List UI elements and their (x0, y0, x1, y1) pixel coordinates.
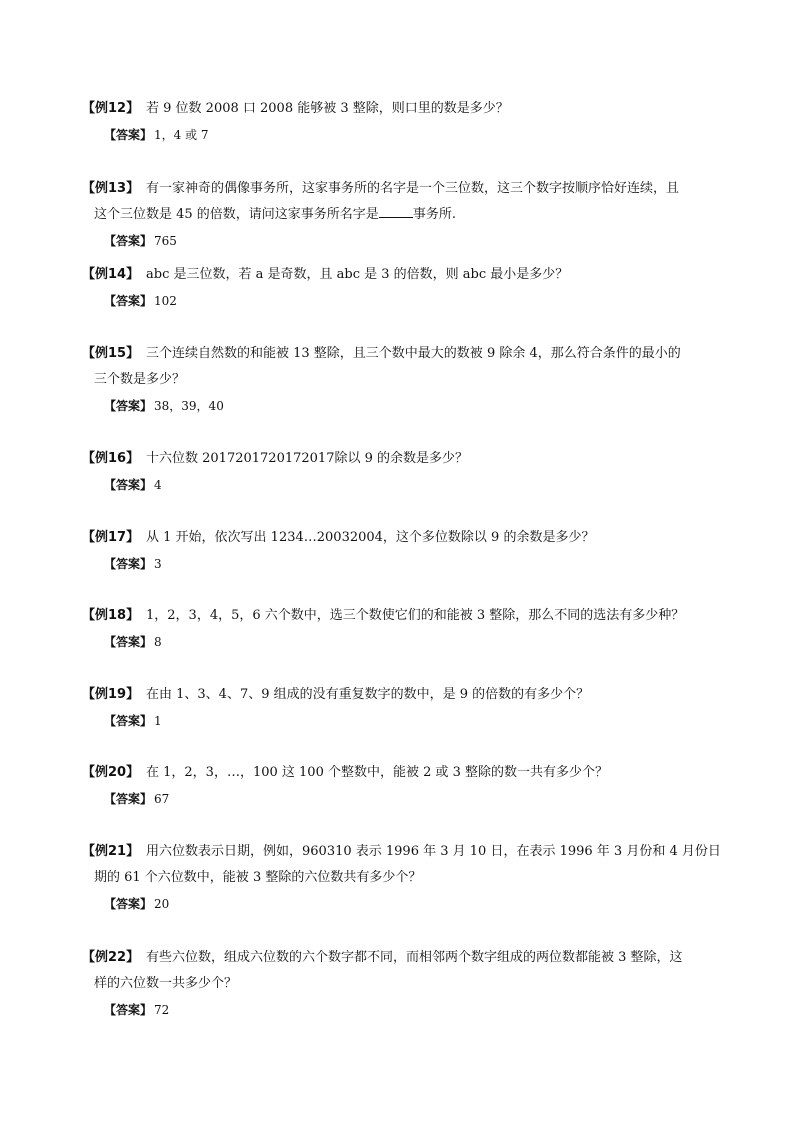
question-text-end: 事务所. (412, 207, 456, 222)
answer-value: 67 (154, 792, 170, 806)
answer-label: 【答案】 (104, 897, 153, 911)
answer-label: 【答案】 (104, 557, 153, 571)
problem-18 (82, 603, 722, 655)
answer-value: 20 (154, 897, 170, 911)
problem-number: 【例13】 (82, 181, 140, 196)
fill-in-blank (379, 203, 413, 218)
problem-number: 【例12】 (82, 101, 140, 116)
question-text: 有一家神奇的偶像事务所，这家事务所的名字是一个三位数，这三个数字按顺序恰好连续，且 (146, 181, 680, 196)
answer-label: 【答案】 (104, 234, 153, 248)
answer-value: 1 (154, 714, 162, 728)
problem-15 (82, 341, 722, 419)
problem-12 (82, 96, 722, 148)
problem-number: 【例19】 (82, 687, 140, 702)
problem-19 (82, 682, 722, 734)
answer-label: 【答案】 (104, 399, 153, 413)
answer-label: 【答案】 (104, 792, 153, 806)
problem-number: 【例15】 (82, 346, 140, 361)
question-text: 在 1，2，3，…，100 这 100 个整数中，能被 2 或 3 整除的数一共有多少个？ (146, 765, 609, 780)
question-text-continued: 三个数是多少？ (94, 372, 186, 387)
problem-number: 【例22】 (82, 950, 140, 965)
problem-17 (82, 525, 722, 577)
question-text-continued: 期的 61 个六位数中，能被 3 整除的六位数共有多少个？ (94, 870, 422, 885)
answer-value: 3 (154, 557, 162, 571)
problem-14 (82, 262, 722, 314)
problem-16 (82, 446, 722, 498)
question-text: 若 9 位数 2008 口 2008 能够被 3 整除，则口里的数是多少？ (146, 101, 509, 116)
question-text-continued: 样的六位数一共多少个？ (94, 976, 238, 991)
question-text-continued: 这个三位数是 45 的倍数，请问这家事务所名字是 (94, 207, 379, 222)
problem-21 (82, 839, 722, 917)
problem-20 (82, 760, 722, 812)
problem-number: 【例21】 (82, 844, 140, 859)
answer-value: 102 (154, 294, 177, 308)
answer-label: 【答案】 (104, 1003, 153, 1017)
answer-label: 【答案】 (104, 128, 153, 142)
answer-value: 765 (154, 234, 177, 248)
problem-22 (82, 945, 722, 1023)
answer-value: 1，4 或 7 (154, 128, 209, 142)
answer-value: 4 (154, 478, 162, 492)
problem-number: 【例18】 (82, 608, 140, 623)
answer-value: 8 (154, 635, 162, 649)
question-text: 用六位数表示日期，例如，960310 表示 1996 年 3 月 10 日，在表示 1996 年 3 月份和 4 月份日 (146, 844, 721, 859)
answer-label: 【答案】 (104, 478, 153, 492)
problem-number: 【例14】 (82, 267, 140, 282)
problem-number: 【例17】 (82, 530, 140, 545)
question-text: abc 是三位数，若 a 是奇数，且 abc 是 3 的倍数，则 abc 最小是多少？ (146, 267, 569, 282)
answer-label: 【答案】 (104, 294, 153, 308)
answer-label: 【答案】 (104, 635, 153, 649)
question-text: 从 1 开始，依次写出 1234…20032004，这个多位数除以 9 的余数是多少？ (146, 530, 595, 545)
problem-number: 【例20】 (82, 765, 140, 780)
problem-number: 【例16】 (82, 451, 140, 466)
answer-value: 38，39，40 (154, 399, 224, 413)
question-text: 1，2，3，4，5，6 六个数中，选三个数使它们的和能被 3 整除，那么不同的选法有多少种？ (146, 608, 685, 623)
question-text: 十六位数 2017201720172017除以 9 的余数是多少？ (146, 451, 469, 466)
answer-value: 72 (154, 1003, 170, 1017)
question-text: 在由 1、3、4、7、9 组成的没有重复数字的数中，是 9 的倍数的有多少个？ (146, 687, 590, 702)
question-text: 三个连续自然数的和能被 13 整除，且三个数中最大的数被 9 除余 4，那么符合条件的最小的 (146, 346, 681, 361)
answer-label: 【答案】 (104, 714, 153, 728)
problem-13 (82, 176, 722, 254)
question-text: 有些六位数，组成六位数的六个数字都不同，而相邻两个数字组成的两位数都能被 3 整除，这 (146, 950, 683, 965)
